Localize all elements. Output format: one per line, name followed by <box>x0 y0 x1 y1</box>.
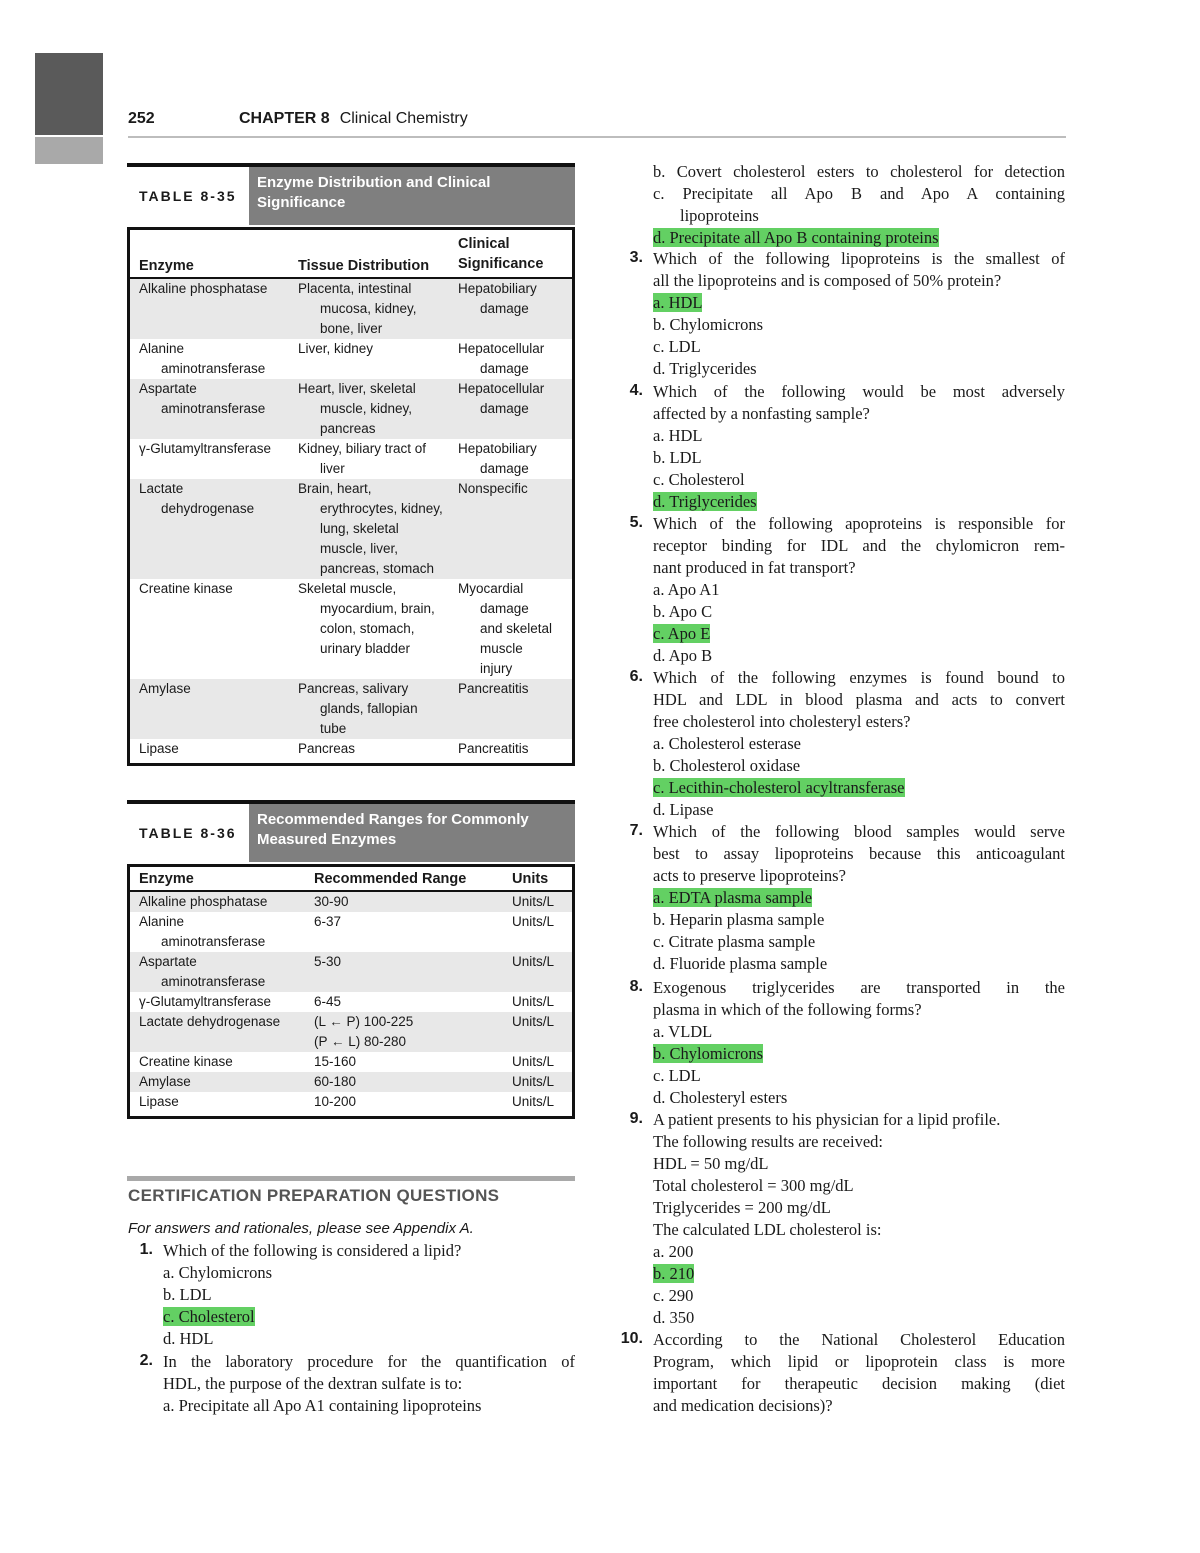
answer-option: c. Lecithin-cholesterol acyltransferase <box>653 778 905 797</box>
question-number: 3. <box>629 249 643 266</box>
table-cell: Alanine aminotransferase <box>139 914 266 949</box>
table-cell: Placenta, intestinal mucosa, kidney, bone, liver <box>298 281 417 336</box>
question-text-line: important for therapeutic decision making (diet <box>653 1374 1065 1393</box>
table-cell: Amylase <box>139 1074 191 1089</box>
question-number: 8. <box>629 978 643 995</box>
table-cell: Aspartate aminotransferase <box>139 381 266 416</box>
answer-option: b. Cholesterol oxidase <box>653 756 801 775</box>
answer-option: c. Apo E <box>653 624 711 643</box>
table-cell: Pancreatitis <box>458 681 529 696</box>
question-text-line: nant produced in fat transport? <box>653 558 856 577</box>
table-cell: Kidney, biliary tract of liver <box>298 441 427 476</box>
table-cell: Brain, heart, erythrocytes, kidney, lung, skeletal muscle, liver, pancreas, stomach <box>298 481 443 576</box>
table-row <box>130 479 572 579</box>
section-rule <box>127 1176 575 1181</box>
answer-option: b. Covert cholesterol esters to cholesterol for detection <box>653 162 1065 181</box>
chapter-title: Clinical Chemistry <box>339 110 468 127</box>
answer-option: d. Cholesteryl esters <box>653 1088 788 1107</box>
answer-option: a. EDTA plasma sample <box>653 888 813 907</box>
answer-option: a. Chylomicrons <box>163 1263 273 1282</box>
question-text-line: Which of the following lipoproteins is the smallest of <box>653 249 1065 268</box>
col-header-tissue: Tissue Distribution <box>298 258 430 274</box>
answer-option: d. Triglycerides <box>653 359 757 378</box>
table-cell: Units/L <box>512 954 555 969</box>
answer-option: c. Precipitate all Apo B and Apo A containing <box>653 184 1065 203</box>
table-row <box>130 739 572 759</box>
question-text-line: A patient presents to his physician for a lipid profile. <box>653 1110 1001 1129</box>
answer-option: d. Apo B <box>653 646 713 665</box>
question-text-line: affected by a nonfasting sample? <box>653 404 870 423</box>
table-cell: Pancreatitis <box>458 741 529 756</box>
table-cell: Liver, kidney <box>298 341 374 356</box>
question-text-line: receptor binding for IDL and the chylomicron rem- <box>653 536 1065 555</box>
table-cell: Lipase <box>139 741 179 756</box>
question-text-line: Which of the following blood samples would serve <box>653 822 1065 841</box>
table-cell: Units/L <box>512 894 555 909</box>
question-text-line: free cholesterol into cholesteryl esters? <box>653 712 911 731</box>
question-number: 6. <box>629 668 643 685</box>
table-cell: Creatine kinase <box>139 1054 233 1069</box>
table-cell: Units/L <box>512 1014 555 1029</box>
page-number: 252 <box>128 110 155 127</box>
question-text-line: In the laboratory procedure for the quantification of <box>163 1352 575 1371</box>
answer-option: d. Precipitate all Apo B containing proteins <box>653 228 939 247</box>
answer-option: d. 350 <box>653 1308 695 1327</box>
answer-option: c. Cholesterol <box>163 1307 255 1326</box>
table-id: TABLE 8-35 <box>127 167 245 225</box>
answer-option: c. LDL <box>653 1066 701 1085</box>
answer-option: lipoproteins <box>680 206 759 225</box>
question-number: 7. <box>629 822 643 839</box>
table-cell: Alanine aminotransferase <box>139 341 266 376</box>
question-text-line: Which of the following is considered a lipid? <box>163 1241 462 1260</box>
table-row <box>130 992 572 1012</box>
table-body <box>127 227 575 763</box>
col-header-significance: Clinical Significance <box>458 236 544 272</box>
answer-option: c. LDL <box>653 337 701 356</box>
table-cell: Creatine kinase <box>139 581 233 596</box>
question-text-line: and medication decisions)? <box>653 1396 833 1415</box>
table-cell: Pancreas, salivary glands, fallopian tube <box>298 681 418 736</box>
section-note: For answers and rationales, please see Appendix A. <box>128 1220 474 1237</box>
question-text-line: Program, which lipid or lipoprotein class is more <box>653 1352 1065 1371</box>
question-text-line: Which of the following apoproteins is responsible for <box>653 514 1065 533</box>
table-row <box>130 579 572 679</box>
running-header <box>128 108 1066 138</box>
col-header-enzyme: Enzyme <box>139 258 194 274</box>
table-cell: (L ← P) 100-225 (P ← L) 80-280 <box>314 1014 414 1049</box>
table-cell: Heart, liver, skeletal muscle, kidney, pancreas <box>298 381 416 436</box>
section-title: CERTIFICATION PREPARATION QUESTIONS <box>128 1186 500 1205</box>
table-cell: Pancreas <box>298 741 356 756</box>
table-row <box>130 892 572 912</box>
answer-option: a. 200 <box>653 1242 694 1261</box>
answer-option: a. Apo A1 <box>653 580 720 599</box>
answer-option: a. Precipitate all Apo A1 containing lipoproteins <box>163 1396 482 1415</box>
table-cell: 5-30 <box>314 954 342 969</box>
table-cell: Lactate dehydrogenase <box>139 1014 281 1029</box>
answer-option: c. Citrate plasma sample <box>653 932 816 951</box>
table-cell: Hepatocellular damage <box>458 381 545 416</box>
question-text-line: Exogenous triglycerides are transported in the <box>653 978 1065 997</box>
question-text-line: plasma in which of the following forms? <box>653 1000 922 1019</box>
table-cell: 30-90 <box>314 894 349 909</box>
table-cell: Alkaline phosphatase <box>139 281 268 296</box>
table-row <box>130 379 572 439</box>
table-row <box>130 439 572 479</box>
answer-option: b. Chylomicrons <box>653 1044 763 1063</box>
table-8-36 <box>127 800 575 1119</box>
table-row <box>130 679 572 739</box>
question-text-line: Which of the following would be most adversely <box>653 382 1065 401</box>
question-text-line: HDL and LDL in blood plasma and acts to convert <box>653 690 1065 709</box>
answer-option: b. Chylomicrons <box>653 315 763 334</box>
table-title: Recommended Ranges for Commonly Measured Enzymes <box>245 804 575 862</box>
table-cell: 6-37 <box>314 914 342 929</box>
table-cell: Amylase <box>139 681 191 696</box>
answer-option: b. 210 <box>653 1264 695 1283</box>
table-cell: γ-Glutamyltransferase <box>139 441 272 456</box>
chapter-heading <box>239 110 468 128</box>
answer-option: a. VLDL <box>653 1022 713 1041</box>
table-cell: Myocardial damage and skeletal muscle injury <box>458 581 553 676</box>
answer-option: b. LDL <box>163 1285 212 1304</box>
table-row <box>130 279 572 339</box>
question-text-line: The calculated LDL cholesterol is: <box>653 1220 882 1239</box>
table-cell: γ-Glutamyltransferase <box>139 994 272 1009</box>
answer-option: a. HDL <box>653 426 703 445</box>
chapter-tab-dark <box>35 53 103 135</box>
table-title: Enzyme Distribution and Clinical Significance <box>245 167 575 225</box>
table-cell: 10-200 <box>314 1094 357 1109</box>
table-row <box>130 1092 572 1112</box>
table-column-headers <box>130 864 572 892</box>
question-number: 5. <box>629 514 643 531</box>
table-header-bar <box>127 163 575 225</box>
answer-option: d. Fluoride plasma sample <box>653 954 828 973</box>
answer-option: d. Triglycerides <box>653 492 757 511</box>
question-number: 2. <box>139 1352 153 1369</box>
table-cell: Skeletal muscle, myocardium, brain, colon, stomach, urinary bladder <box>298 581 435 656</box>
table-cell: Hepatobiliary damage <box>458 441 537 476</box>
question-number: 9. <box>629 1110 643 1127</box>
question-text-line: best to assay lipoproteins because this anticoagulant <box>653 844 1065 863</box>
col-header-range: Recommended Range <box>314 871 467 887</box>
answer-option: d. Lipase <box>653 800 714 819</box>
question-number: 10. <box>620 1330 643 1347</box>
question-number: 1. <box>139 1241 153 1258</box>
table-cell: Hepatocellular damage <box>458 341 545 376</box>
table-cell: Hepatobiliary damage <box>458 281 537 316</box>
question-text-line: Total cholesterol = 300 mg/dL <box>653 1176 854 1195</box>
question-text-line: The following results are received: <box>653 1132 883 1151</box>
table-row <box>130 1012 572 1052</box>
question-text-line: HDL = 50 mg/dL <box>653 1154 769 1173</box>
question-text-line: HDL, the purpose of the dextran sulfate is to: <box>163 1374 463 1393</box>
table-cell: Lactate dehydrogenase <box>139 481 255 516</box>
table-body <box>127 864 575 1116</box>
table-column-headers <box>130 227 572 279</box>
table-cell: Lipase <box>139 1094 179 1109</box>
answer-option: b. Heparin plasma sample <box>653 910 825 929</box>
table-header-bar <box>127 800 575 862</box>
answer-option: a. HDL <box>653 293 703 312</box>
chapter-label: CHAPTER 8 <box>239 110 330 127</box>
answer-option: d. HDL <box>163 1329 214 1348</box>
table-cell: Units/L <box>512 914 555 929</box>
question-text-line: Which of the following enzymes is found bound to <box>653 668 1065 687</box>
question-text-line: Triglycerides = 200 mg/dL <box>653 1198 831 1217</box>
table-cell: 60-180 <box>314 1074 357 1089</box>
col-header-units: Units <box>512 871 549 887</box>
question-text-line: acts to preserve lipoproteins? <box>653 866 846 885</box>
answer-option: b. LDL <box>653 448 702 467</box>
table-row <box>130 1052 572 1072</box>
question-text-line: all the lipoproteins and is composed of 50% protein? <box>653 271 1002 290</box>
question-text-line: According to the National Cholesterol Education <box>653 1330 1065 1349</box>
answer-option: a. Cholesterol esterase <box>653 734 801 753</box>
table-row <box>130 1072 572 1092</box>
table-cell: 6-45 <box>314 994 342 1009</box>
answer-option: c. 290 <box>653 1286 694 1305</box>
table-cell: Units/L <box>512 994 555 1009</box>
question-number: 4. <box>629 382 643 399</box>
table-cell: Units/L <box>512 1074 555 1089</box>
table-cell: Nonspecific <box>458 481 528 496</box>
answer-option: c. Cholesterol <box>653 470 745 489</box>
table-cell: Alkaline phosphatase <box>139 894 268 909</box>
table-cell: Units/L <box>512 1054 555 1069</box>
table-cell: Units/L <box>512 1094 555 1109</box>
table-row <box>130 952 572 992</box>
table-cell: Aspartate aminotransferase <box>139 954 266 989</box>
answer-option: b. Apo C <box>653 602 713 621</box>
chapter-tab-light <box>35 137 103 164</box>
table-row <box>130 339 572 379</box>
table-id: TABLE 8-36 <box>127 804 245 862</box>
col-header-enzyme: Enzyme <box>139 871 194 887</box>
table-8-35 <box>127 163 575 766</box>
table-row <box>130 912 572 952</box>
table-cell: 15-160 <box>314 1054 357 1069</box>
